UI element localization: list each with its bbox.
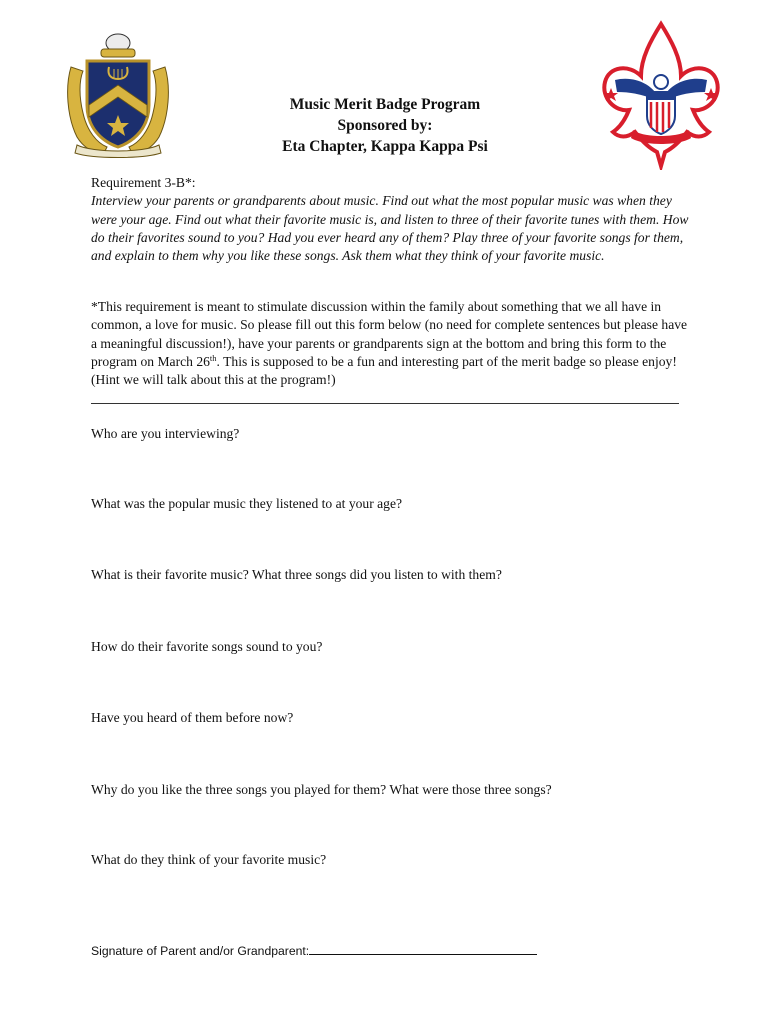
document-title	[230, 94, 540, 157]
instructions-paragraph	[91, 298, 691, 389]
question-4: How do their favorite songs sound to you?	[91, 639, 323, 654]
question-2: What was the popular music they listened to at your age?	[91, 496, 403, 511]
signature-line[interactable]	[309, 943, 537, 955]
question-5: Have you heard of them before now?	[91, 710, 294, 725]
divider-line	[91, 403, 679, 404]
requirement-heading: Requirement 3-B*:	[91, 175, 196, 190]
requirement-section	[91, 174, 691, 265]
question-3: What is their favorite music? What three songs did you listen to with them?	[91, 567, 502, 582]
title-line: Sponsored by:	[337, 117, 433, 134]
instructions-text: *This requirement is meant to stimulate discussion within the family about something that we all have in common, a love for music. So please fill out this form below (no need for complete sentences but please have a meaningful discussion!), have your parents or grandparents sign at the bottom and bring this form to the program on March 26	[91, 299, 688, 369]
signature-field[interactable]	[91, 943, 691, 959]
title-line: Music Merit Badge Program	[289, 96, 481, 113]
title-line: Eta Chapter, Kappa Kappa Psi	[282, 138, 488, 155]
question-6: Why do you like the three songs you played for them? What were those three songs?	[91, 782, 552, 797]
kappa-kappa-psi-crest-icon	[63, 27, 173, 159]
question-7: What do they think of your favorite music?	[91, 852, 327, 867]
requirement-text: Interview your parents or grandparents about music. Find out what the most popular music was when they were your age. Find out what their favorite music is, and listen to three of their favorite tunes with them. How do their favorites sound to you? Had you ever heard any of them? Play three of your favorite songs for them, and explain to them why you like these songs. Ask them what they think of your favorite music.	[91, 193, 689, 264]
signature-label: Signature of Parent and/or Grandparent:	[91, 944, 310, 958]
question-1: Who are you interviewing?	[91, 426, 240, 441]
ordinal-suffix: th	[209, 352, 217, 363]
instructions-text-continued: . This is supposed to be a fun and interesting part of the merit badge so please enjoy! (Hint we will talk about this at the program!)	[91, 353, 677, 388]
scouting-fleur-de-lis-icon	[597, 20, 725, 170]
